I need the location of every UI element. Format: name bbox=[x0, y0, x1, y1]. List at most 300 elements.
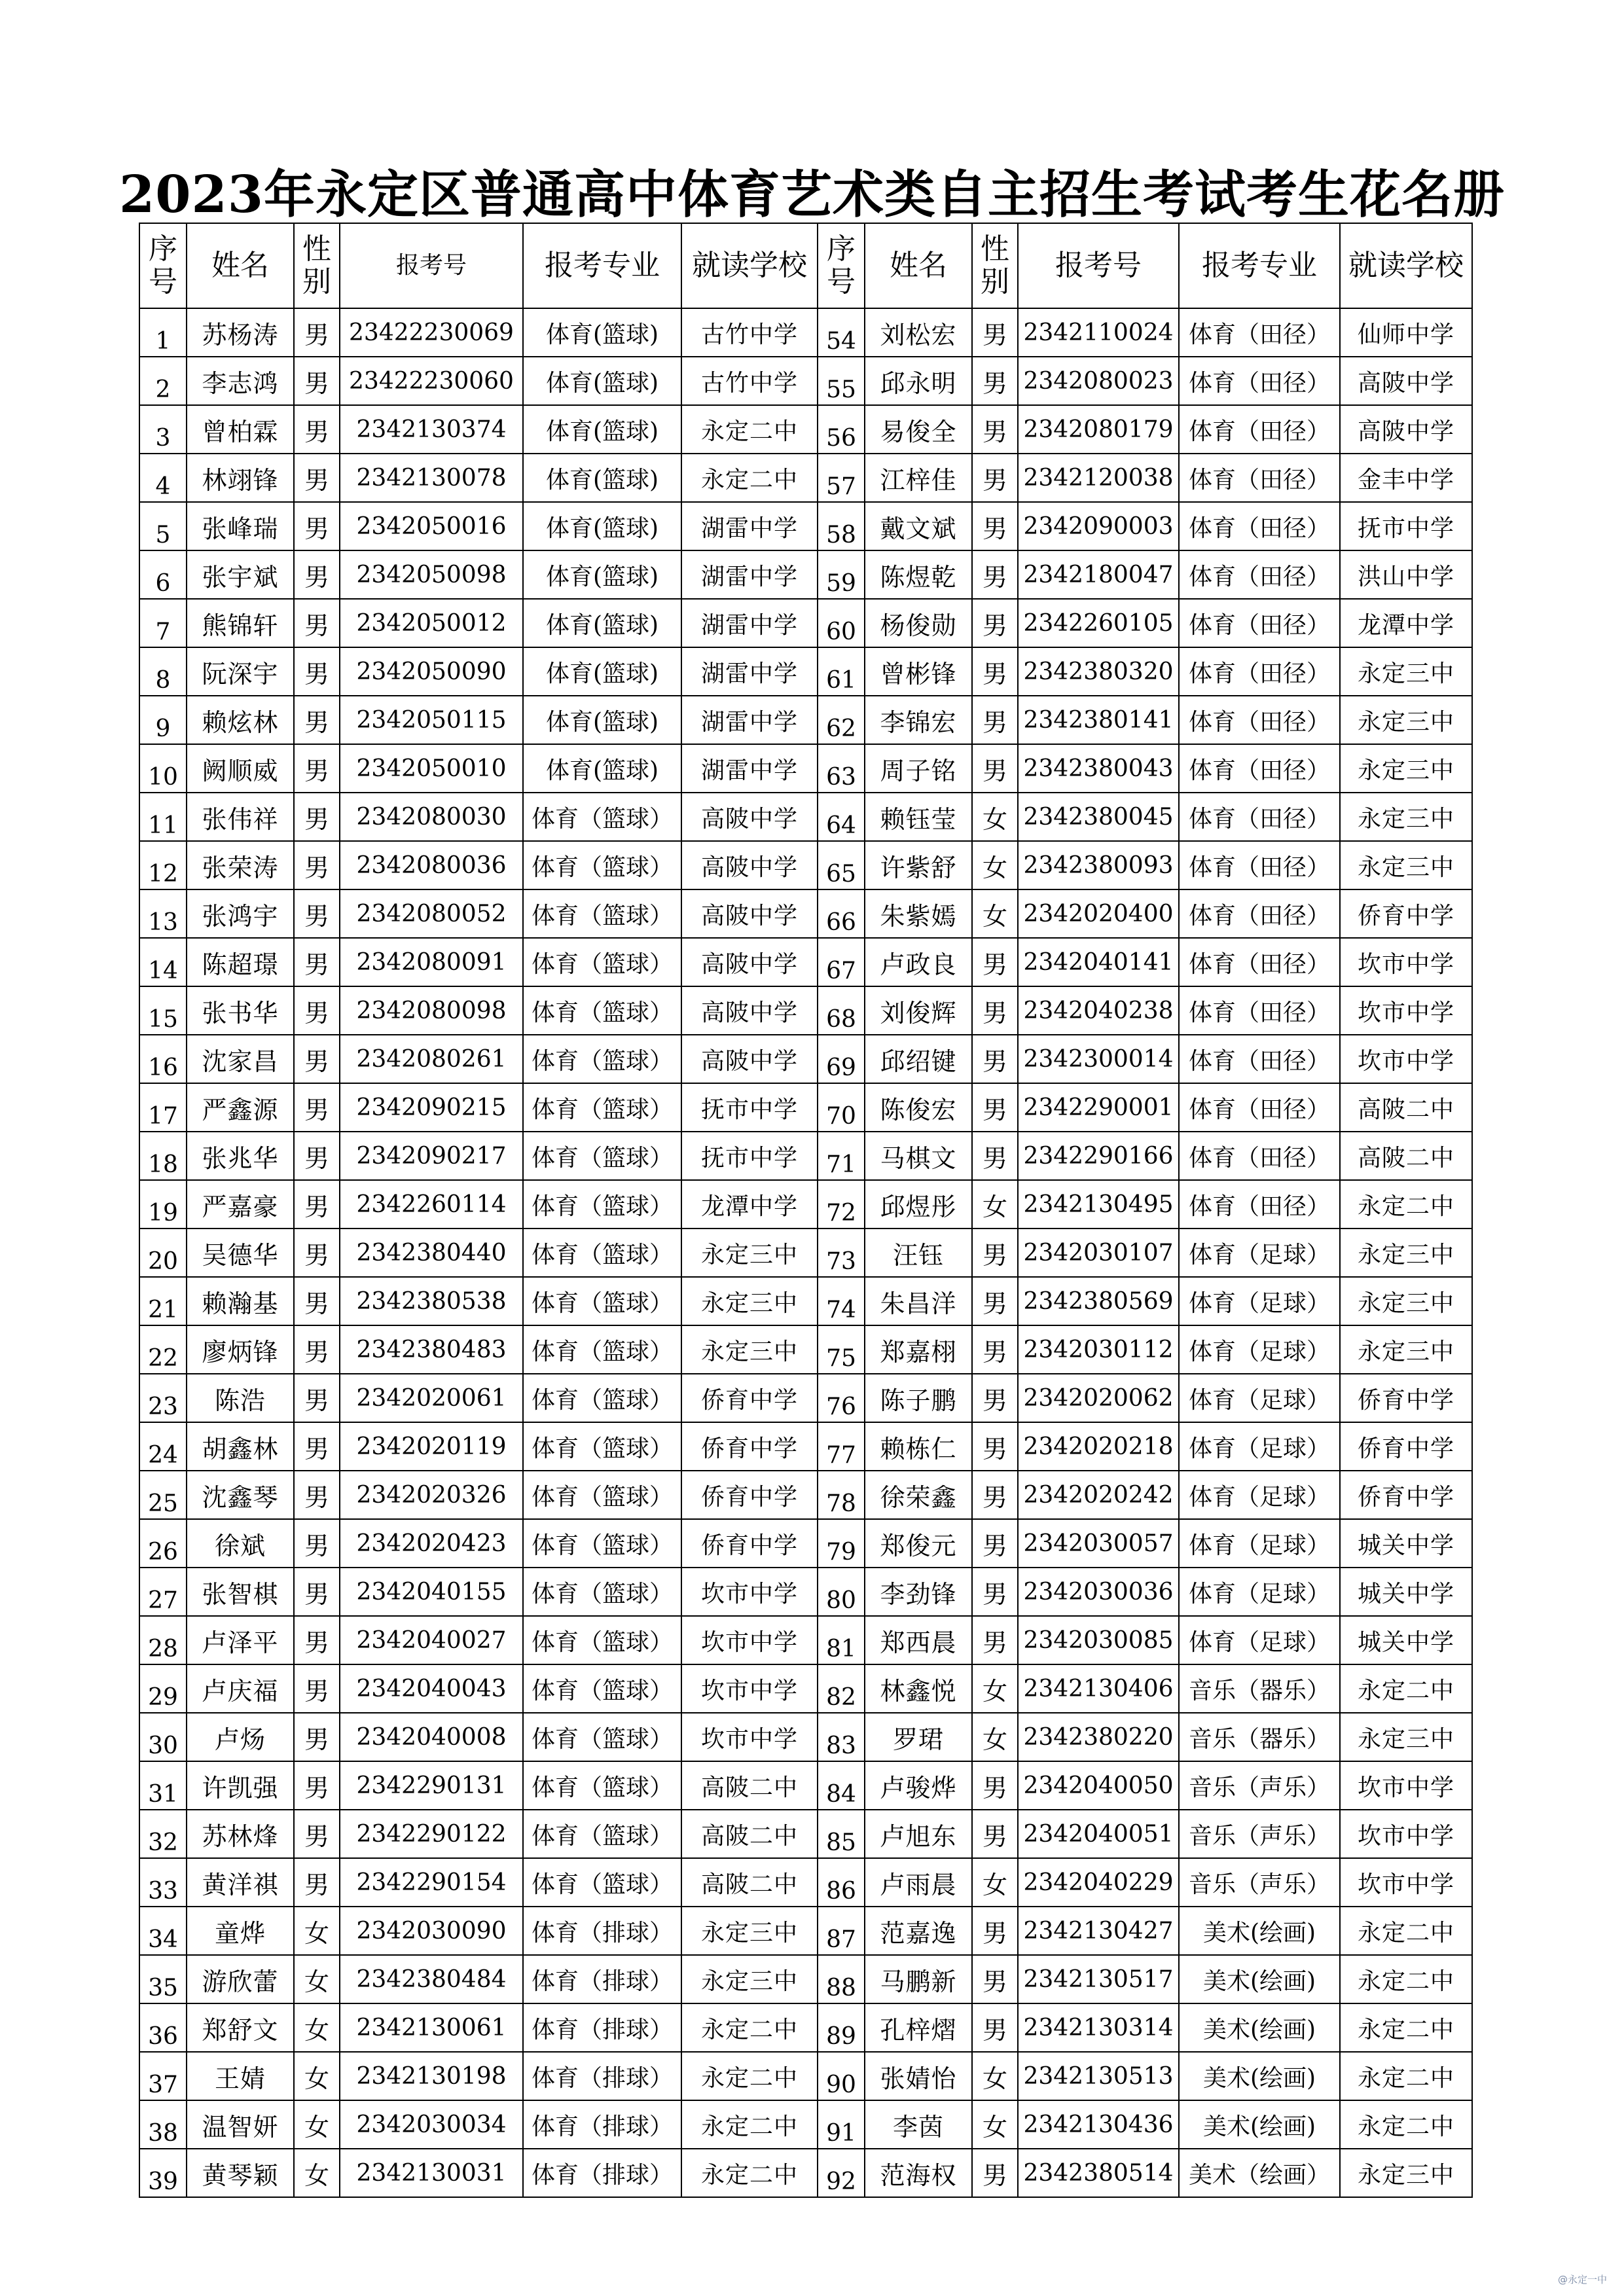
student-name-right: 马棋文 bbox=[865, 1132, 972, 1180]
student-name-left: 苏林烽 bbox=[187, 1810, 294, 1858]
student-name-right: 陈俊宏 bbox=[865, 1083, 972, 1132]
student-major-left: 体育（篮球） bbox=[523, 1180, 681, 1229]
student-exam-id-left: 2342030090 bbox=[340, 1907, 523, 1955]
table-row bbox=[139, 1180, 1472, 1229]
student-school-right: 侨育中学 bbox=[1340, 1422, 1472, 1471]
student-gender-right: 男 bbox=[972, 938, 1018, 986]
student-exam-id-left: 2342040043 bbox=[340, 1664, 523, 1713]
student-gender-left: 男 bbox=[294, 357, 340, 405]
student-gender-right: 男 bbox=[972, 1955, 1018, 2003]
student-no-right: 69 bbox=[818, 1035, 865, 1083]
student-no-left: 8 bbox=[139, 647, 187, 696]
student-no-right: 82 bbox=[818, 1664, 865, 1713]
student-name-left: 张峰瑞 bbox=[187, 502, 294, 550]
student-exam-id-right: 2342180047 bbox=[1018, 550, 1179, 599]
student-name-right: 罗珺 bbox=[865, 1713, 972, 1761]
student-no-left: 24 bbox=[139, 1422, 187, 1471]
student-gender-right: 男 bbox=[972, 1616, 1018, 1664]
student-name-left: 郑舒文 bbox=[187, 2003, 294, 2052]
table-row bbox=[139, 357, 1472, 405]
student-school-left: 高陂中学 bbox=[681, 986, 818, 1035]
student-exam-id-left: 2342040155 bbox=[340, 1568, 523, 1616]
student-no-right: 59 bbox=[818, 550, 865, 599]
student-name-right: 陈子鹏 bbox=[865, 1374, 972, 1422]
header-name-left: 姓名 bbox=[187, 223, 294, 308]
student-major-right: 美术(绘画) bbox=[1179, 1955, 1340, 2003]
student-exam-id-left: 2342080098 bbox=[340, 986, 523, 1035]
table-row bbox=[139, 647, 1472, 696]
student-school-right: 城关中学 bbox=[1340, 1519, 1472, 1568]
student-major-left: 体育（篮球） bbox=[523, 1519, 681, 1568]
student-name-right: 孔梓熠 bbox=[865, 2003, 972, 2052]
student-school-left: 侨育中学 bbox=[681, 1374, 818, 1422]
student-school-left: 高陂二中 bbox=[681, 1858, 818, 1907]
student-gender-right: 男 bbox=[972, 599, 1018, 647]
student-no-right: 65 bbox=[818, 841, 865, 889]
student-school-left: 永定三中 bbox=[681, 1229, 818, 1277]
student-gender-right: 男 bbox=[972, 1374, 1018, 1422]
student-gender-left: 男 bbox=[294, 1374, 340, 1422]
student-major-left: 体育（篮球） bbox=[523, 841, 681, 889]
table-row bbox=[139, 1374, 1472, 1422]
student-school-left: 侨育中学 bbox=[681, 1519, 818, 1568]
student-gender-right: 男 bbox=[972, 1761, 1018, 1810]
student-no-right: 76 bbox=[818, 1374, 865, 1422]
student-gender-left: 男 bbox=[294, 1325, 340, 1374]
student-name-right: 范嘉逸 bbox=[865, 1907, 972, 1955]
student-no-left: 31 bbox=[139, 1761, 187, 1810]
student-school-right: 永定二中 bbox=[1340, 1907, 1472, 1955]
student-exam-id-right: 2342030085 bbox=[1018, 1616, 1179, 1664]
student-exam-id-left: 2342020119 bbox=[340, 1422, 523, 1471]
student-major-left: 体育(篮球) bbox=[523, 599, 681, 647]
student-no-right: 55 bbox=[818, 357, 865, 405]
table-row bbox=[139, 1858, 1472, 1907]
student-no-right: 60 bbox=[818, 599, 865, 647]
student-major-right: 体育（田径） bbox=[1179, 357, 1340, 405]
student-gender-right: 女 bbox=[972, 889, 1018, 938]
student-exam-id-right: 2342130427 bbox=[1018, 1907, 1179, 1955]
student-major-left: 体育（篮球） bbox=[523, 1035, 681, 1083]
student-major-left: 体育(篮球) bbox=[523, 744, 681, 793]
student-gender-left: 男 bbox=[294, 308, 340, 357]
student-major-right: 体育（足球） bbox=[1179, 1277, 1340, 1325]
student-major-right: 体育（足球） bbox=[1179, 1229, 1340, 1277]
student-major-right: 体育（田径） bbox=[1179, 744, 1340, 793]
student-no-left: 30 bbox=[139, 1713, 187, 1761]
student-major-left: 体育（篮球） bbox=[523, 1616, 681, 1664]
student-no-left: 37 bbox=[139, 2052, 187, 2100]
student-exam-id-right: 2342260105 bbox=[1018, 599, 1179, 647]
student-major-right: 体育（足球） bbox=[1179, 1616, 1340, 1664]
student-name-left: 童烨 bbox=[187, 1907, 294, 1955]
student-school-right: 城关中学 bbox=[1340, 1568, 1472, 1616]
table-row bbox=[139, 502, 1472, 550]
student-major-right: 体育（田径） bbox=[1179, 647, 1340, 696]
student-name-left: 黄琴颖 bbox=[187, 2149, 294, 2197]
student-name-right: 汪钰 bbox=[865, 1229, 972, 1277]
student-no-right: 86 bbox=[818, 1858, 865, 1907]
student-no-left: 7 bbox=[139, 599, 187, 647]
table-row bbox=[139, 1325, 1472, 1374]
student-exam-id-right: 2342130406 bbox=[1018, 1664, 1179, 1713]
student-name-left: 陈超璟 bbox=[187, 938, 294, 986]
student-exam-id-right: 2342110024 bbox=[1018, 308, 1179, 357]
student-exam-id-left: 2342080261 bbox=[340, 1035, 523, 1083]
student-school-right: 永定三中 bbox=[1340, 647, 1472, 696]
student-exam-id-left: 2342080091 bbox=[340, 938, 523, 986]
student-major-left: 体育(篮球) bbox=[523, 647, 681, 696]
student-major-right: 美术（绘画） bbox=[1179, 2149, 1340, 2197]
student-school-right: 高陂中学 bbox=[1340, 357, 1472, 405]
student-no-left: 1 bbox=[139, 308, 187, 357]
student-name-right: 赖栋仁 bbox=[865, 1422, 972, 1471]
student-no-right: 90 bbox=[818, 2052, 865, 2100]
student-major-left: 体育（排球） bbox=[523, 2052, 681, 2100]
student-gender-right: 女 bbox=[972, 1858, 1018, 1907]
student-exam-id-left: 2342080052 bbox=[340, 889, 523, 938]
student-no-left: 13 bbox=[139, 889, 187, 938]
student-major-right: 体育（田径） bbox=[1179, 986, 1340, 1035]
student-school-left: 高陂二中 bbox=[681, 1761, 818, 1810]
student-name-right: 邱绍键 bbox=[865, 1035, 972, 1083]
table-row bbox=[139, 2149, 1472, 2197]
student-no-right: 88 bbox=[818, 1955, 865, 2003]
student-major-right: 音乐（声乐） bbox=[1179, 1761, 1340, 1810]
student-school-left: 坎市中学 bbox=[681, 1568, 818, 1616]
student-gender-left: 男 bbox=[294, 1132, 340, 1180]
student-exam-id-right: 2342040238 bbox=[1018, 986, 1179, 1035]
student-school-right: 城关中学 bbox=[1340, 1616, 1472, 1664]
student-school-right: 永定三中 bbox=[1340, 841, 1472, 889]
student-school-left: 永定三中 bbox=[681, 1955, 818, 2003]
student-gender-right: 男 bbox=[972, 1277, 1018, 1325]
student-exam-id-right: 2342130513 bbox=[1018, 2052, 1179, 2100]
student-major-right: 美术(绘画) bbox=[1179, 2052, 1340, 2100]
student-gender-right: 男 bbox=[972, 1083, 1018, 1132]
student-gender-right: 男 bbox=[972, 1568, 1018, 1616]
student-exam-id-right: 2342040141 bbox=[1018, 938, 1179, 986]
header-no-left: 序 号 bbox=[139, 223, 187, 308]
student-school-left: 湖雷中学 bbox=[681, 744, 818, 793]
table-row bbox=[139, 1471, 1472, 1519]
student-name-left: 林翊锋 bbox=[187, 454, 294, 502]
student-gender-left: 男 bbox=[294, 454, 340, 502]
student-school-right: 坎市中学 bbox=[1340, 1810, 1472, 1858]
student-major-right: 体育（足球） bbox=[1179, 1325, 1340, 1374]
student-no-left: 33 bbox=[139, 1858, 187, 1907]
student-gender-right: 男 bbox=[972, 647, 1018, 696]
student-no-right: 77 bbox=[818, 1422, 865, 1471]
student-name-right: 邱永明 bbox=[865, 357, 972, 405]
student-name-right: 卢旭东 bbox=[865, 1810, 972, 1858]
student-school-right: 金丰中学 bbox=[1340, 454, 1472, 502]
student-no-left: 21 bbox=[139, 1277, 187, 1325]
student-name-left: 王婧 bbox=[187, 2052, 294, 2100]
table-row bbox=[139, 744, 1472, 793]
student-name-left: 张鸿宇 bbox=[187, 889, 294, 938]
student-gender-right: 男 bbox=[972, 1471, 1018, 1519]
student-exam-id-left: 2342030034 bbox=[340, 2100, 523, 2149]
table-row bbox=[139, 938, 1472, 986]
student-school-left: 高陂中学 bbox=[681, 889, 818, 938]
student-major-left: 体育（篮球） bbox=[523, 986, 681, 1035]
student-exam-id-left: 2342380538 bbox=[340, 1277, 523, 1325]
student-school-right: 坎市中学 bbox=[1340, 986, 1472, 1035]
student-major-right: 体育（足球） bbox=[1179, 1519, 1340, 1568]
student-major-left: 体育(篮球) bbox=[523, 696, 681, 744]
table-row bbox=[139, 1083, 1472, 1132]
student-gender-right: 女 bbox=[972, 1664, 1018, 1713]
student-school-left: 永定三中 bbox=[681, 1907, 818, 1955]
student-name-left: 吴德华 bbox=[187, 1229, 294, 1277]
student-gender-left: 女 bbox=[294, 1955, 340, 2003]
student-no-right: 72 bbox=[818, 1180, 865, 1229]
student-school-right: 坎市中学 bbox=[1340, 1858, 1472, 1907]
table-row bbox=[139, 1132, 1472, 1180]
table-row bbox=[139, 405, 1472, 454]
student-school-left: 永定二中 bbox=[681, 2003, 818, 2052]
student-no-left: 9 bbox=[139, 696, 187, 744]
student-gender-left: 男 bbox=[294, 1083, 340, 1132]
student-school-right: 洪山中学 bbox=[1340, 550, 1472, 599]
student-exam-id-right: 2342380043 bbox=[1018, 744, 1179, 793]
student-major-left: 体育(篮球) bbox=[523, 308, 681, 357]
student-gender-left: 男 bbox=[294, 1180, 340, 1229]
student-school-left: 永定三中 bbox=[681, 1277, 818, 1325]
table-row bbox=[139, 1907, 1472, 1955]
student-exam-id-right: 2342130517 bbox=[1018, 1955, 1179, 2003]
student-name-right: 卢雨晨 bbox=[865, 1858, 972, 1907]
student-exam-id-right: 2342130314 bbox=[1018, 2003, 1179, 2052]
student-name-left: 严嘉豪 bbox=[187, 1180, 294, 1229]
student-gender-left: 男 bbox=[294, 889, 340, 938]
student-name-right: 邱煜彤 bbox=[865, 1180, 972, 1229]
student-exam-id-left: 2342020061 bbox=[340, 1374, 523, 1422]
table-row bbox=[139, 841, 1472, 889]
student-name-left: 徐斌 bbox=[187, 1519, 294, 1568]
student-school-right: 永定二中 bbox=[1340, 1664, 1472, 1713]
student-gender-left: 男 bbox=[294, 1277, 340, 1325]
student-name-right: 李锦宏 bbox=[865, 696, 972, 744]
header-gender-left: 性 别 bbox=[294, 223, 340, 308]
student-major-left: 体育（篮球） bbox=[523, 1083, 681, 1132]
student-exam-id-left: 2342050016 bbox=[340, 502, 523, 550]
student-school-left: 坎市中学 bbox=[681, 1616, 818, 1664]
student-name-right: 郑嘉栩 bbox=[865, 1325, 972, 1374]
student-school-right: 仙师中学 bbox=[1340, 308, 1472, 357]
student-gender-left: 女 bbox=[294, 2003, 340, 2052]
student-no-left: 12 bbox=[139, 841, 187, 889]
student-major-right: 音乐（器乐） bbox=[1179, 1713, 1340, 1761]
student-no-left: 34 bbox=[139, 1907, 187, 1955]
table-row bbox=[139, 986, 1472, 1035]
student-name-left: 李志鸿 bbox=[187, 357, 294, 405]
student-name-left: 胡鑫林 bbox=[187, 1422, 294, 1471]
header-id-left: 报考号 bbox=[340, 223, 523, 308]
student-school-left: 高陂中学 bbox=[681, 841, 818, 889]
student-name-right: 陈煜乾 bbox=[865, 550, 972, 599]
student-school-right: 坎市中学 bbox=[1340, 938, 1472, 986]
table-row bbox=[139, 1713, 1472, 1761]
table-row bbox=[139, 550, 1472, 599]
student-gender-left: 男 bbox=[294, 1713, 340, 1761]
student-school-left: 湖雷中学 bbox=[681, 550, 818, 599]
student-name-left: 沈家昌 bbox=[187, 1035, 294, 1083]
student-school-right: 永定二中 bbox=[1340, 2052, 1472, 2100]
student-exam-id-right: 2342380141 bbox=[1018, 696, 1179, 744]
table-row bbox=[139, 1616, 1472, 1664]
student-gender-right: 女 bbox=[972, 1180, 1018, 1229]
student-name-left: 苏杨涛 bbox=[187, 308, 294, 357]
student-name-right: 林鑫悦 bbox=[865, 1664, 972, 1713]
student-exam-id-left: 2342050012 bbox=[340, 599, 523, 647]
student-major-left: 体育(篮球) bbox=[523, 405, 681, 454]
student-major-left: 体育（篮球） bbox=[523, 889, 681, 938]
student-gender-right: 男 bbox=[972, 550, 1018, 599]
student-name-right: 周子铭 bbox=[865, 744, 972, 793]
student-name-right: 郑西晨 bbox=[865, 1616, 972, 1664]
student-gender-left: 女 bbox=[294, 1907, 340, 1955]
student-exam-id-left: 2342020423 bbox=[340, 1519, 523, 1568]
student-school-left: 永定二中 bbox=[681, 405, 818, 454]
student-school-right: 高陂二中 bbox=[1340, 1132, 1472, 1180]
student-school-left: 龙潭中学 bbox=[681, 1180, 818, 1229]
student-name-left: 卢泽平 bbox=[187, 1616, 294, 1664]
student-no-right: 84 bbox=[818, 1761, 865, 1810]
student-exam-id-right: 2342030107 bbox=[1018, 1229, 1179, 1277]
student-name-left: 张智棋 bbox=[187, 1568, 294, 1616]
student-gender-right: 男 bbox=[972, 405, 1018, 454]
student-exam-id-left: 2342040027 bbox=[340, 1616, 523, 1664]
student-exam-id-right: 2342030057 bbox=[1018, 1519, 1179, 1568]
student-school-left: 湖雷中学 bbox=[681, 502, 818, 550]
student-gender-right: 女 bbox=[972, 2052, 1018, 2100]
student-name-right: 郑俊元 bbox=[865, 1519, 972, 1568]
student-exam-id-right: 2342090003 bbox=[1018, 502, 1179, 550]
student-no-left: 14 bbox=[139, 938, 187, 986]
student-exam-id-left: 2342050090 bbox=[340, 647, 523, 696]
student-school-right: 坎市中学 bbox=[1340, 1035, 1472, 1083]
student-name-left: 黄洋祺 bbox=[187, 1858, 294, 1907]
student-exam-id-right: 2342020400 bbox=[1018, 889, 1179, 938]
student-gender-right: 男 bbox=[972, 1132, 1018, 1180]
student-exam-id-right: 2342380045 bbox=[1018, 793, 1179, 841]
student-exam-id-right: 2342040051 bbox=[1018, 1810, 1179, 1858]
student-exam-id-left: 2342050115 bbox=[340, 696, 523, 744]
table-row bbox=[139, 1664, 1472, 1713]
student-no-left: 39 bbox=[139, 2149, 187, 2197]
table-row bbox=[139, 1229, 1472, 1277]
student-school-left: 侨育中学 bbox=[681, 1422, 818, 1471]
student-major-right: 体育（田径） bbox=[1179, 696, 1340, 744]
student-gender-right: 男 bbox=[972, 454, 1018, 502]
student-exam-id-left: 2342020326 bbox=[340, 1471, 523, 1519]
student-gender-left: 男 bbox=[294, 1616, 340, 1664]
student-name-left: 游欣蕾 bbox=[187, 1955, 294, 2003]
student-school-left: 永定二中 bbox=[681, 2052, 818, 2100]
student-gender-left: 女 bbox=[294, 2100, 340, 2149]
student-major-left: 体育（篮球） bbox=[523, 793, 681, 841]
student-school-right: 侨育中学 bbox=[1340, 889, 1472, 938]
student-gender-right: 男 bbox=[972, 986, 1018, 1035]
student-no-left: 25 bbox=[139, 1471, 187, 1519]
student-major-left: 体育（篮球） bbox=[523, 1810, 681, 1858]
student-major-right: 体育（田径） bbox=[1179, 1132, 1340, 1180]
student-major-right: 体育（田径） bbox=[1179, 550, 1340, 599]
student-name-left: 张荣涛 bbox=[187, 841, 294, 889]
student-no-right: 81 bbox=[818, 1616, 865, 1664]
student-name-left: 许凯强 bbox=[187, 1761, 294, 1810]
student-school-right: 永定二中 bbox=[1340, 1180, 1472, 1229]
student-major-right: 体育（田径） bbox=[1179, 1180, 1340, 1229]
student-no-left: 27 bbox=[139, 1568, 187, 1616]
student-school-left: 高陂二中 bbox=[681, 1810, 818, 1858]
student-name-left: 曾柏霖 bbox=[187, 405, 294, 454]
student-gender-left: 男 bbox=[294, 938, 340, 986]
student-exam-id-left: 2342050010 bbox=[340, 744, 523, 793]
student-school-left: 古竹中学 bbox=[681, 357, 818, 405]
student-major-right: 体育（田径） bbox=[1179, 1083, 1340, 1132]
student-gender-left: 男 bbox=[294, 986, 340, 1035]
student-major-left: 体育（排球） bbox=[523, 2149, 681, 2197]
student-gender-left: 男 bbox=[294, 1664, 340, 1713]
student-gender-right: 男 bbox=[972, 2149, 1018, 2197]
student-exam-id-right: 2342380093 bbox=[1018, 841, 1179, 889]
student-name-left: 张书华 bbox=[187, 986, 294, 1035]
student-gender-right: 男 bbox=[972, 744, 1018, 793]
student-name-left: 卢庆福 bbox=[187, 1664, 294, 1713]
student-exam-id-left: 2342380484 bbox=[340, 1955, 523, 2003]
table-row bbox=[139, 889, 1472, 938]
student-no-right: 68 bbox=[818, 986, 865, 1035]
student-name-left: 严鑫源 bbox=[187, 1083, 294, 1132]
student-roster-table bbox=[139, 223, 1473, 2198]
student-gender-right: 女 bbox=[972, 793, 1018, 841]
student-school-right: 高陂二中 bbox=[1340, 1083, 1472, 1132]
table-row bbox=[139, 2003, 1472, 2052]
student-major-left: 体育（排球） bbox=[523, 2100, 681, 2149]
student-no-left: 5 bbox=[139, 502, 187, 550]
student-name-right: 杨俊勋 bbox=[865, 599, 972, 647]
student-no-left: 29 bbox=[139, 1664, 187, 1713]
student-name-left: 张伟祥 bbox=[187, 793, 294, 841]
student-name-left: 温智妍 bbox=[187, 2100, 294, 2149]
student-school-left: 抚市中学 bbox=[681, 1083, 818, 1132]
student-no-left: 26 bbox=[139, 1519, 187, 1568]
header-id-right: 报考号 bbox=[1018, 223, 1179, 308]
student-gender-left: 男 bbox=[294, 1035, 340, 1083]
student-exam-id-left: 2342130374 bbox=[340, 405, 523, 454]
student-major-right: 美术(绘画) bbox=[1179, 2100, 1340, 2149]
student-name-left: 阮深宇 bbox=[187, 647, 294, 696]
student-school-right: 高陂中学 bbox=[1340, 405, 1472, 454]
table-header bbox=[139, 223, 1472, 308]
student-exam-id-right: 2342380569 bbox=[1018, 1277, 1179, 1325]
student-major-right: 音乐（声乐） bbox=[1179, 1810, 1340, 1858]
student-major-left: 体育（篮球） bbox=[523, 1132, 681, 1180]
table-row bbox=[139, 1422, 1472, 1471]
student-no-left: 23 bbox=[139, 1374, 187, 1422]
student-school-left: 永定三中 bbox=[681, 1325, 818, 1374]
student-exam-id-left: 2342290154 bbox=[340, 1858, 523, 1907]
student-school-right: 坎市中学 bbox=[1340, 1761, 1472, 1810]
header-name-right: 姓名 bbox=[865, 223, 972, 308]
student-gender-left: 女 bbox=[294, 2149, 340, 2197]
student-school-right: 永定三中 bbox=[1340, 793, 1472, 841]
student-no-left: 32 bbox=[139, 1810, 187, 1858]
table-row bbox=[139, 793, 1472, 841]
